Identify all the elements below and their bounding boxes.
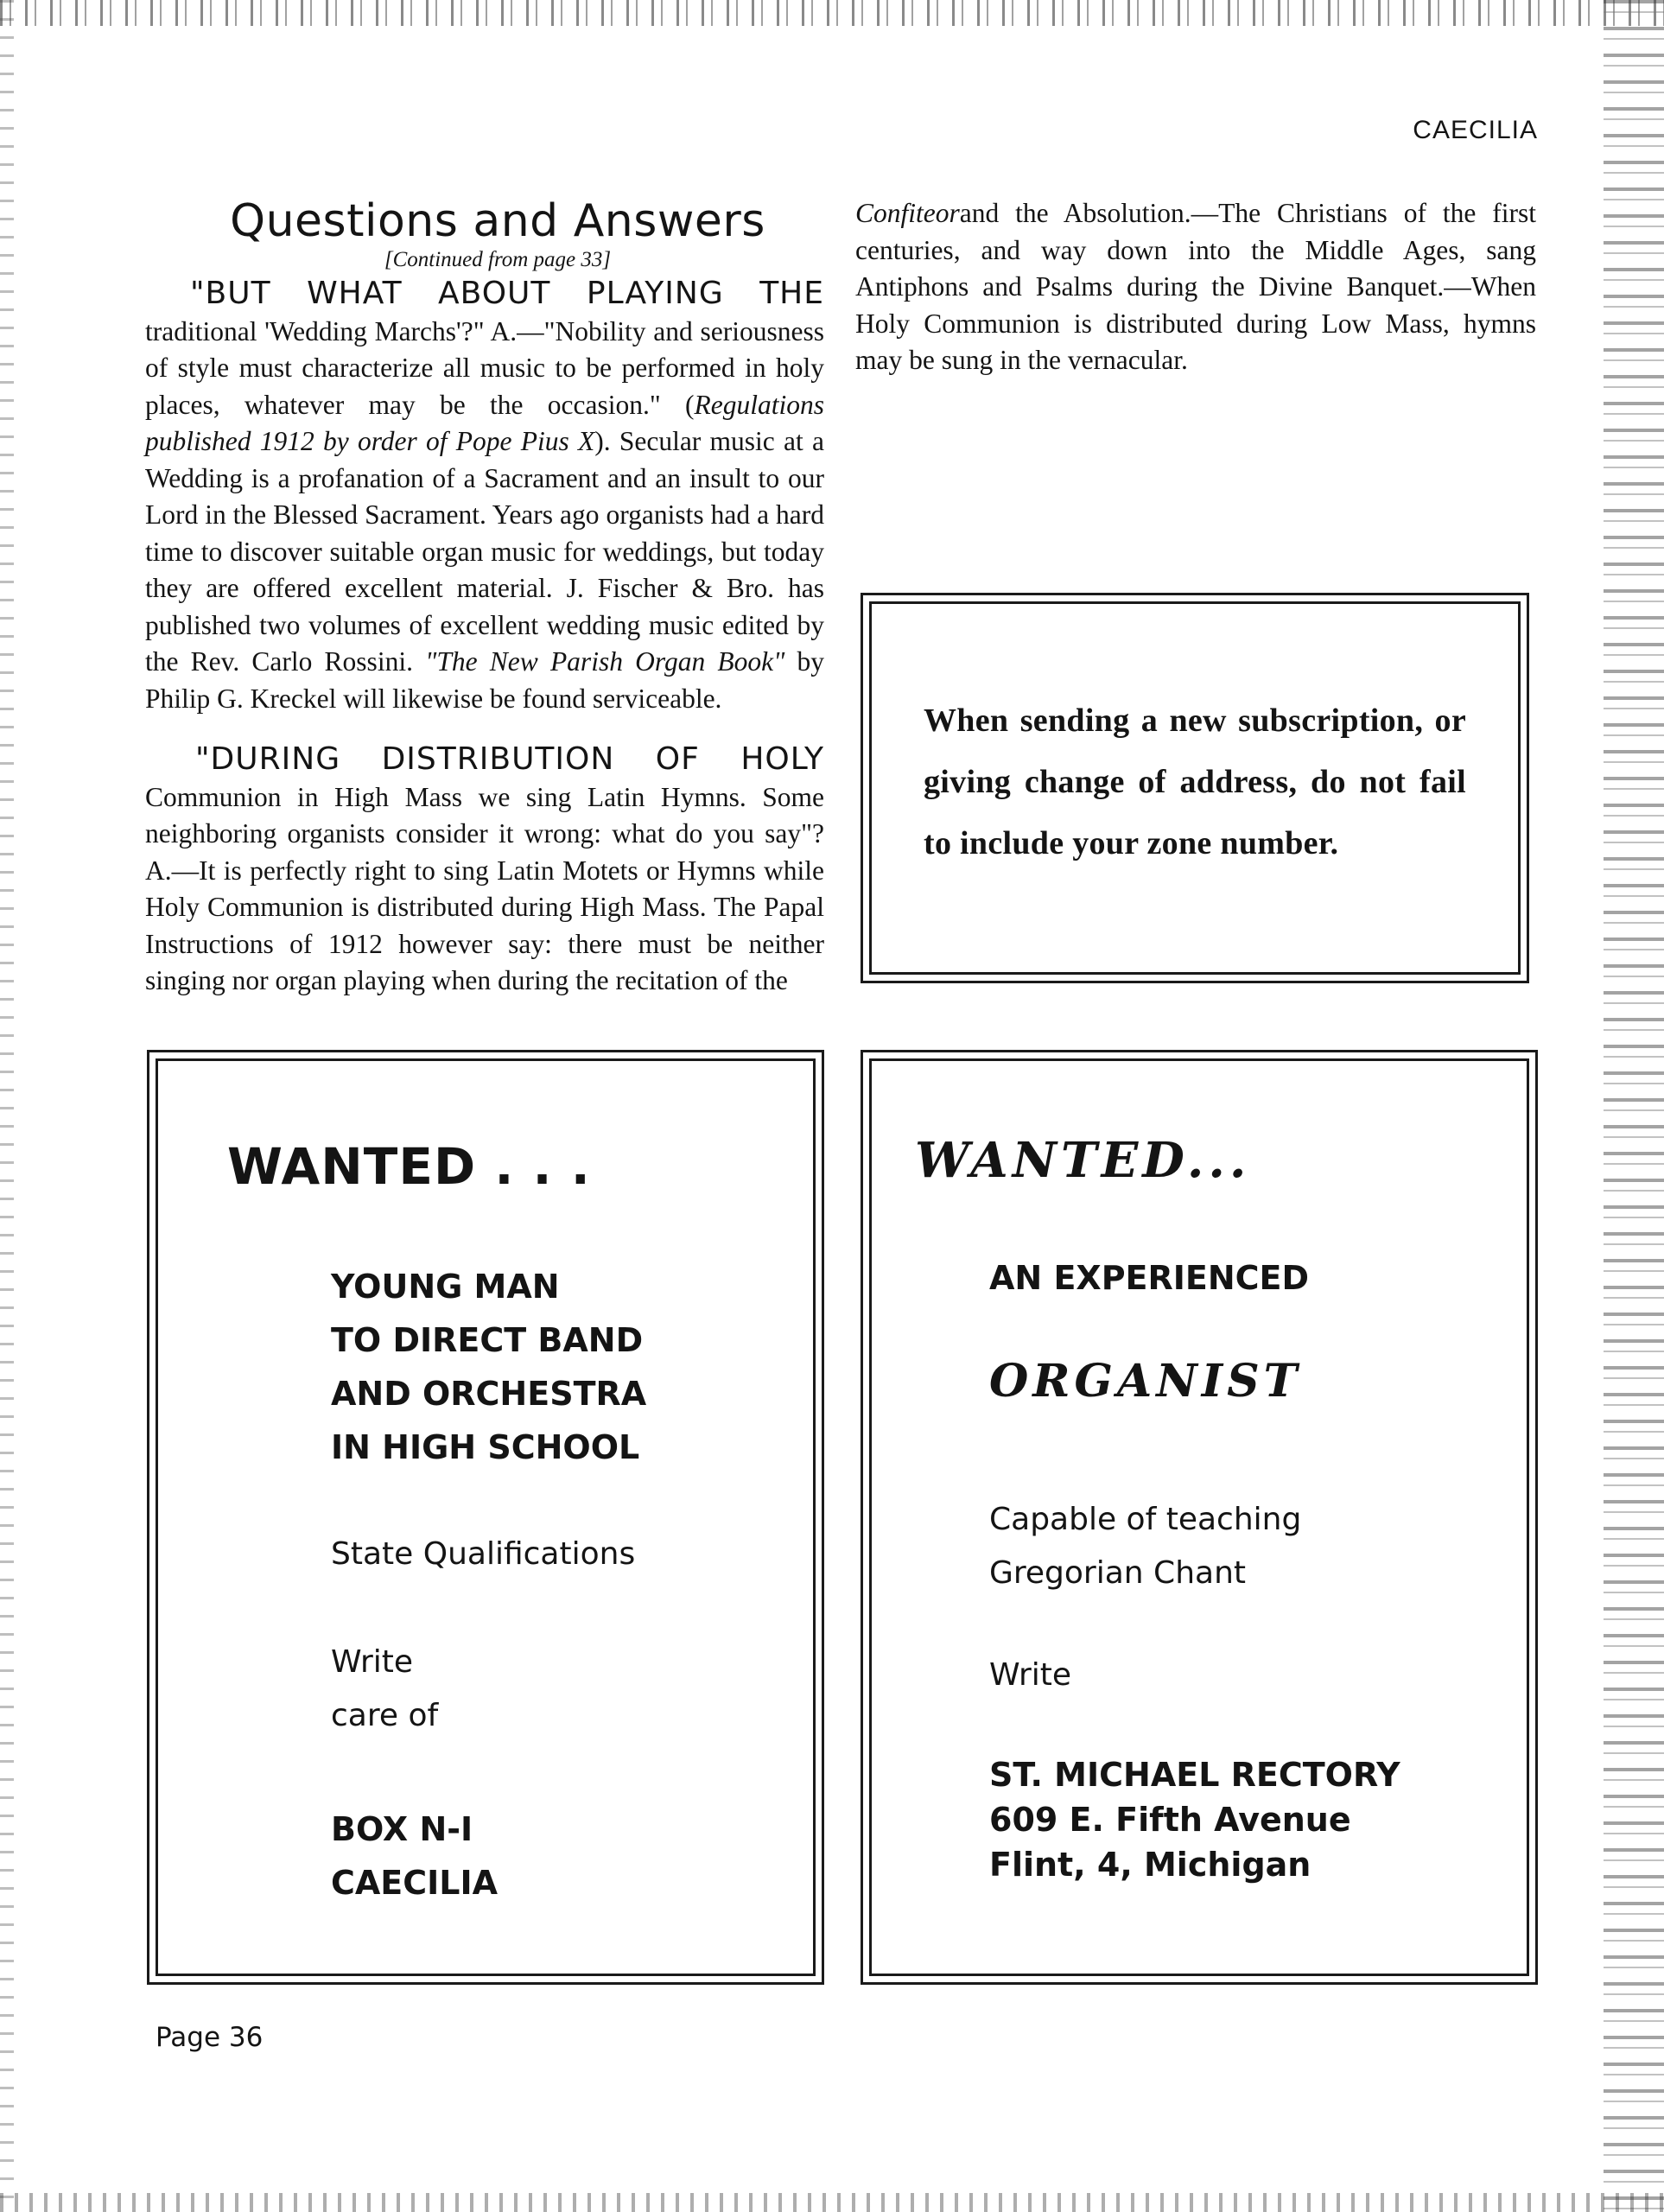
address-line: 609 E. Fifth Avenue: [989, 1801, 1351, 1839]
box-line: BOX N-I: [331, 1810, 473, 1848]
wanted-ad-band-director: [147, 1050, 824, 1985]
write-lines: [331, 1636, 438, 1743]
box-line: CAECILIA: [331, 1864, 499, 1902]
scan-edge-left: [0, 0, 14, 2212]
rectory-address: [989, 1752, 1400, 1887]
position-line: AND ORCHESTRA: [331, 1375, 647, 1413]
question-text: traditional 'Wedding Marchs'?" A.—"Nobility and seriousness of style must characterize all music to be performed in holy places, whatever may be the occasion." (: [145, 315, 824, 420]
page-number: Page 36: [156, 2022, 264, 2053]
article-title: Questions and Answers: [230, 195, 765, 247]
subheading-line: [989, 1251, 1309, 1305]
continued-note: [Continued from page 33]: [384, 248, 612, 272]
question-holy-communion: [145, 741, 824, 1000]
address-line: ST. MICHAEL RECTORY: [989, 1756, 1400, 1794]
question-text: Communion in High Mass we sing Latin Hymns. Some neighboring organists consider it wrong: what do you say"? A.—It is perfectly right to sing Latin Motets or Hymns while Holy Communion is distributed during High Mass. The Papal Instructions of 1912 however say: there must be neither singing nor organ playing when during the recitation of the: [145, 781, 824, 996]
position-line: IN HIGH SCHOOL: [331, 1428, 640, 1466]
question-lead: "BUT WHAT ABOUT PLAYING THE: [190, 276, 824, 312]
confiteor-term: Confiteor: [855, 198, 960, 228]
box-address: [331, 1802, 498, 1910]
article-column-left: [145, 197, 824, 1000]
running-head: CAECILIA: [1413, 116, 1538, 144]
position-line: YOUNG MAN: [331, 1268, 560, 1306]
write-line: [989, 1649, 1071, 1702]
ad-heading: WANTED...: [915, 1132, 1251, 1189]
ad-inner-frame: [156, 1058, 816, 1976]
subscription-notice-box: [861, 593, 1529, 983]
article-column-right: [855, 195, 1536, 379]
wanted-ad-organist: [861, 1050, 1538, 1985]
question-lead: "DURING DISTRIBUTION OF HOLY: [195, 741, 824, 778]
organist-title: ORGANIST: [989, 1355, 1302, 1408]
address-line: Flint, 4, Michigan: [989, 1846, 1312, 1884]
scan-edge-right: [1604, 0, 1664, 2212]
citation: Regulations published 1912 by order of Pope Pius X: [145, 389, 824, 457]
qualifications-text: State Qualifications: [331, 1536, 636, 1572]
capability-line: Capable of teaching: [989, 1502, 1302, 1537]
book-title: "The New Parish Organ Book": [425, 646, 785, 677]
capability-lines: [989, 1493, 1301, 1600]
answer-text: ). Secular music at a Wedding is a profanation of a Sacrament and an insult to our Lord in the Blessed Sacrament. Years ago organists had a hard time to discover suitable organ music for weddings, but today they are offered excellent material. J. Fischer & Bro. has published two volumes of excellent wedding music edited by the Rev. Carlo Rossini.: [145, 426, 824, 677]
question-holy-communion-continued: [855, 195, 1536, 379]
scan-edge-bottom: [0, 2193, 1664, 2212]
qualifications-line: [331, 1528, 635, 1581]
ad-inner-frame: [869, 1058, 1529, 1976]
question-wedding-marches: [145, 276, 824, 717]
answer-text: and the Absolution.—The Christians of the first centuries, and way down into the Middle Ages, sang Antiphons and Psalms during the Divine Banquet.—When Holy Communion is distributed during Low Mass, hymns may be sung in the vernacular.: [855, 198, 1536, 375]
answer-text-end: by Philip G. Kreckel will likewise be found serviceable.: [145, 646, 824, 714]
ad-heading: WANTED . . .: [227, 1137, 591, 1196]
write-line: Write: [331, 1644, 414, 1680]
notice-inner-frame: [869, 601, 1521, 975]
write-line: care of: [331, 1698, 439, 1733]
position-line: TO DIRECT BAND: [331, 1321, 644, 1359]
scan-edge-top: [0, 0, 1664, 26]
write-text: Write: [989, 1657, 1072, 1693]
capability-line: Gregorian Chant: [989, 1555, 1246, 1591]
position-lines: [331, 1260, 646, 1474]
notice-text: When sending a new subscription, or giving change of address, do not fail to include your zone number.: [924, 702, 1466, 861]
subheading-text: AN EXPERIENCED: [989, 1259, 1310, 1297]
